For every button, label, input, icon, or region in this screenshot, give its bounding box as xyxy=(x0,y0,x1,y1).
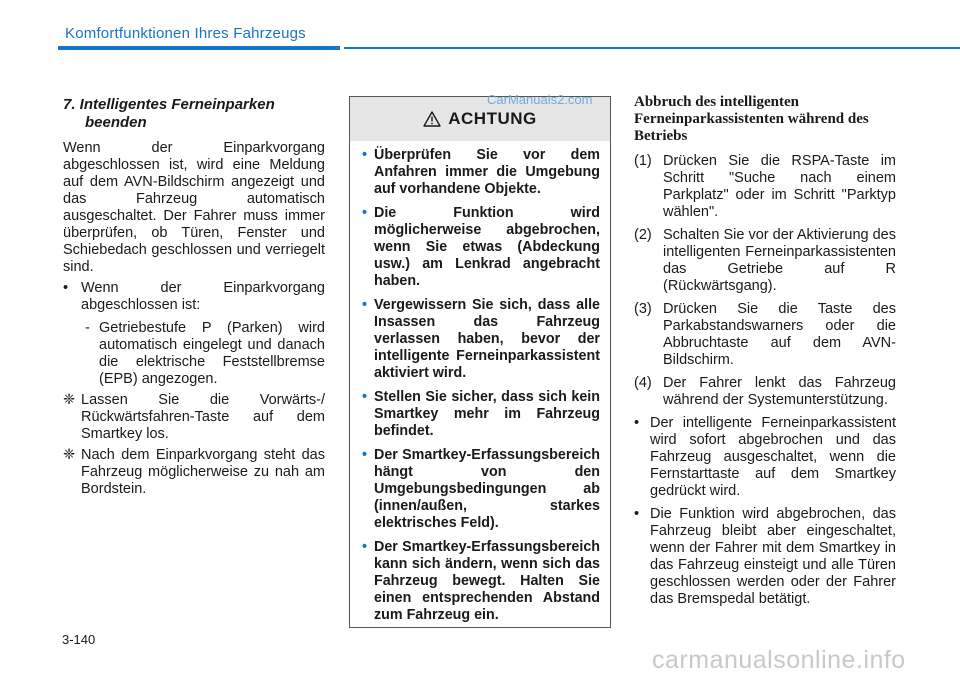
warning-body xyxy=(350,141,610,624)
bullet-mark: • xyxy=(362,389,368,405)
warning-item xyxy=(362,539,600,624)
step-number: (4) xyxy=(634,375,652,391)
left-column xyxy=(63,96,325,498)
list-item xyxy=(634,506,896,608)
bullet-text: Der intelligente Ferneinparkassistent wird sofort abgebrochen und das Fahrzeug ausgeschaltet, wenn die Fernstarttaste auf dem Smartkey gedrückt wird. xyxy=(650,415,896,499)
warning-text: Der Smartkey-Erfassungsbereich kann sich ändern, wenn sich das Fahrzeug bewegt. Halten Sie einen entsprechenden Abstand zum Fahrzeug ein. xyxy=(374,539,600,623)
step-item xyxy=(634,227,896,295)
bullet-mark: • xyxy=(362,297,368,313)
step-item xyxy=(634,153,896,221)
note-text: Lassen Sie die Vorwärts-/ Rückwärtsfahren-Taste auf dem Smartkey los. xyxy=(81,392,325,442)
note-item xyxy=(63,447,325,498)
header-rule-thin xyxy=(344,47,960,49)
header-rule-thick xyxy=(58,46,340,50)
dash-mark: - xyxy=(85,320,90,336)
step-text: Schalten Sie vor der Aktivierung des intelligenten Ferneinparkassistenten das Getriebe auf R (Rückwärtsgang). xyxy=(663,227,896,294)
step-text: Der Fahrer lenkt das Fahrzeug während der Systemunterstützung. xyxy=(663,375,896,408)
warning-item xyxy=(362,147,600,198)
bullet-mark: • xyxy=(362,447,368,463)
chapter-title: Komfortfunktionen Ihres Fahrzeugs xyxy=(65,25,306,42)
right-column xyxy=(634,94,896,608)
section-title xyxy=(63,96,325,132)
section-title-line1: 7. Intelligentes Ferneinparken xyxy=(63,96,275,113)
note-text: Nach dem Einparkvorgang steht das Fahrzeug möglicherweise zu nah am Bordstein. xyxy=(81,447,325,497)
warning-triangle-icon xyxy=(423,111,441,127)
right-section-title: Abbruch des intelligenten Ferneinparkassistenten während des Betriebs xyxy=(634,94,869,144)
list-item xyxy=(63,320,325,388)
step-number: (1) xyxy=(634,153,652,169)
warning-item xyxy=(362,389,600,440)
bullet-mark: • xyxy=(362,205,368,221)
warning-item xyxy=(362,297,600,382)
bullet-text: Wenn der Einparkvorgang abgeschlossen ist: xyxy=(81,280,325,313)
bullet-mark: • xyxy=(362,147,368,163)
warning-text: Der Smartkey-Erfassungsbereich hängt von den Umgebungsbedingungen ab (innen/außen, starkes elektrisches Feld). xyxy=(374,447,600,531)
step-number: (2) xyxy=(634,227,652,243)
step-text: Drücken Sie die Taste des Parkabstandswarners oder die Abbruchtaste auf dem AVN-Bildschirm. xyxy=(663,301,896,368)
list-item xyxy=(634,415,896,500)
warning-title: ACHTUNG xyxy=(448,109,537,128)
bullet-mark: • xyxy=(634,506,640,522)
bullet-mark: • xyxy=(362,539,368,555)
page-number: 3-140 xyxy=(62,632,96,647)
warning-text: Die Funktion wird möglicherweise abgebrochen, wenn Sie etwas (Abdeckung usw.) am Lenkrad angebracht haben. xyxy=(374,205,600,289)
dash-text: Getriebestufe P (Parken) wird automatisch eingelegt und danach die elektrische Feststellbremse (EPB) angezogen. xyxy=(99,320,325,387)
section-title-line2: beenden xyxy=(85,114,147,131)
step-text: Drücken Sie die RSPA-Taste im Schritt "Suche nach einem Parkplatz" oder im Schritt "Parktyp wählen". xyxy=(663,153,896,220)
watermark-bottom[interactable]: carmanualsonline.info xyxy=(652,646,906,674)
bullet-mark: • xyxy=(63,280,69,296)
note-mark: ❈ xyxy=(63,392,76,408)
bullet-mark: • xyxy=(634,415,640,431)
watermark-top[interactable]: CarManuals2.com xyxy=(487,92,593,107)
warning-item xyxy=(362,447,600,532)
warning-text: Stellen Sie sicher, dass sich kein Smartkey mehr im Fahrzeug befindet. xyxy=(374,389,600,439)
warning-item xyxy=(362,205,600,290)
note-mark: ❈ xyxy=(63,447,76,463)
bullet-text: Die Funktion wird abgebrochen, das Fahrzeug bleibt aber eingeschaltet, wenn der Fahrer mit dem Smartkey in das Fahrzeug einsteigt und alle Türen geschlossen werden oder der Fahrer das Bremspedal betätigt. xyxy=(650,506,896,607)
step-item xyxy=(634,375,896,409)
step-item xyxy=(634,301,896,369)
intro-paragraph: Wenn der Einparkvorgang abgeschlossen ist, wird eine Meldung auf dem AVN-Bildschirm angezeigt und das Fahrzeug automatisch ausgeschaltet. Der Fahrer muss immer überprüfen, ob Türen, Fenster und Schiebedach geschlossen und verriegelt sind. xyxy=(63,140,325,275)
warning-text: Vergewissern Sie sich, dass alle Insassen das Fahrzeug verlassen haben, bevor der intelligente Ferneinparkassistent aktiviert wird. xyxy=(374,297,600,381)
note-item xyxy=(63,392,325,443)
warning-text: Überprüfen Sie vor dem Anfahren immer die Umgebung auf vorhandene Objekte. xyxy=(374,147,600,197)
warning-box xyxy=(349,96,611,628)
list-item xyxy=(63,280,325,314)
step-number: (3) xyxy=(634,301,652,317)
